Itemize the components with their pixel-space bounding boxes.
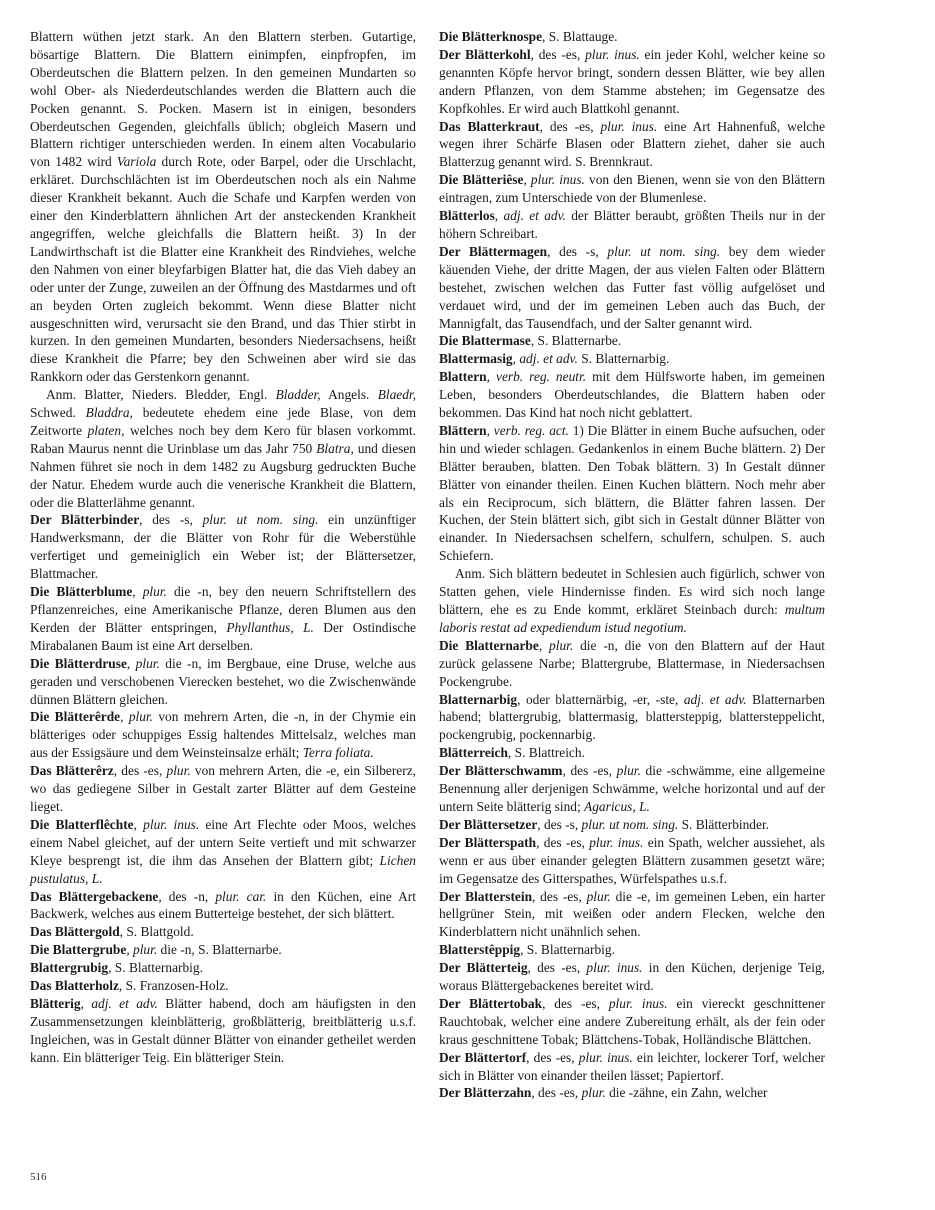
- entry-text: und diesen Nahmen führet sie noch in dem 1482 zu Augsburg gedruckten Buche der Natur. Ehedem wurde auch die venerische Krankheit die Blattern, oder die Blatterlähme genannt.: [30, 440, 416, 510]
- italic-term: plur. ut nom. sing.: [202, 512, 319, 528]
- headword: Das Blatterholz: [30, 978, 119, 994]
- dictionary-entry-blaetterknospe: [439, 28, 825, 46]
- headword: Blätterig: [30, 995, 81, 1011]
- italic-term: plur.: [581, 1085, 606, 1101]
- headword: Blattermasig: [439, 351, 513, 367]
- entry-text: bey dem wieder käuenden Viehe, der dritte Magen, der aus vielen Falten oder Blättern bestehet, zwischen welchen das Futter fast völlig aufgelöset und verdauet wird, und der im gemeinen Leben auch das Buch, der Mannigfalt, das Tausendfach, und der Salter genannt wird.: [439, 243, 825, 331]
- headword: Der Blätterkohl: [439, 46, 531, 62]
- entry-text: , des -es,: [539, 118, 601, 134]
- headword: Die Blattermase: [439, 333, 531, 349]
- italic-term: plur.: [586, 888, 611, 904]
- italic-term: plur. inus.: [143, 816, 200, 832]
- entry-text: in den Küchen, derjenige Teig, woraus Blättergebackenes bereitet wird.: [439, 960, 826, 994]
- dictionary-entry-blattern-cont: [30, 28, 416, 386]
- headword: Der Blätterzahn: [439, 1085, 532, 1101]
- entry-text: ,: [494, 208, 504, 224]
- dictionary-entry-blaetterig: [30, 995, 416, 1067]
- headword: Der Blätterspath: [439, 834, 537, 850]
- italic-term: verb. reg. neutr.: [496, 369, 587, 385]
- dictionary-entry-blaettergebackene: [30, 888, 416, 924]
- italic-term: plur. inus.: [530, 172, 585, 188]
- dictionary-entry-blatterholz: [30, 977, 416, 995]
- dictionary-entry-blaetterkohl: [439, 46, 825, 118]
- entry-text: ,: [80, 995, 92, 1011]
- headword: Der Blättertobak: [439, 995, 543, 1011]
- italic-term: plur. car.: [215, 888, 267, 904]
- entry-text: in den Küchen, eine Art Backwerk, welches aus einem Butterteige bestehet, der sich blättert.: [30, 888, 416, 922]
- italic-term: plur. inus.: [608, 995, 668, 1011]
- dictionary-entry-blaetterspath: [439, 834, 825, 888]
- entry-text: die -n, bey den neuern Schriftstellern des Pflanzenreiches, eine Amerikanische Pflanze, deren Blumen aus den Kerden der Blätter entspringen,: [30, 584, 416, 635]
- entry-text: ,: [486, 422, 494, 438]
- entry-text: die -n, im Bergbaue, eine Druse, welche aus geraden und verschobenen Vierecken bestehet, wo die Zwischenwände dünnen Blättern gleichen.: [30, 655, 416, 707]
- entry-text: , oder blatternärbig, -er, -ste,: [517, 691, 684, 707]
- left-column: [30, 28, 416, 1067]
- entry-text: die -e, im gemeinen Leben, ein harter hellgrüner Stein, mit weißen oder andern Flecken, welche den Kinderblattern nicht unähnlich sehen.: [439, 888, 825, 940]
- italic-term: plur. inus.: [589, 834, 644, 850]
- italic-term: plur. inus.: [585, 46, 640, 62]
- italic-term: plur.: [166, 763, 191, 779]
- dictionary-entry-blaettersetzer: [439, 816, 825, 834]
- headword: Blätterreich: [439, 745, 508, 761]
- dictionary-entry-blattergrubig: [30, 959, 416, 977]
- italic-term: plur. inus.: [586, 960, 643, 976]
- entry-text: ,: [486, 369, 496, 385]
- italic-term: plur. ut nom. sing.: [581, 816, 679, 832]
- dictionary-entry-blaettertobak: [439, 995, 825, 1049]
- entry-text: , S. Blatternarbe.: [530, 333, 622, 349]
- page-number: 516: [30, 1171, 47, 1183]
- entry-text: Blätter habend, doch am häufigsten in den Zusammensetzungen kleinblätterig, großblätterig, breitblätterig u.s.f. Ingleichen, was in Gestalt dünner Blätter von einander getheilet werden kann. Ein blätteriger Teig. Ein blätteriger Stein.: [30, 995, 416, 1065]
- headword: Der Blättersetzer: [439, 816, 538, 832]
- italic-term: Phyllanthus, L.: [226, 619, 314, 635]
- entry-text: , S. Blatternarbig.: [108, 960, 203, 976]
- entry-text: ,: [512, 351, 520, 367]
- headword: Die Blatterflêchte: [30, 816, 134, 832]
- headword: Der Blätterbinder: [30, 512, 140, 528]
- entry-text: , S. Blattgold.: [119, 924, 194, 940]
- headword: Die Blätterêrde: [30, 709, 121, 725]
- italic-term: adj. et adv.: [91, 995, 158, 1011]
- italic-term: adj. et adv.: [683, 691, 747, 707]
- entry-text: eine Art Hahnenfuß, welche wegen ihrer Schärfe Blasen oder Blattern ziehet, daher sie auch Blatterzug genannt wird. S. Brennkraut.: [439, 118, 826, 170]
- entry-text: , S. Blattauge.: [542, 29, 618, 44]
- headword: Die Blattergrube: [30, 942, 127, 958]
- italic-term: Lichen pustulatus, L.: [30, 852, 416, 886]
- entry-text: S. Blatternarbig.: [577, 351, 670, 367]
- italic-term: plur.: [135, 655, 160, 671]
- italic-term: plur.: [616, 763, 641, 779]
- entry-text: ,: [126, 942, 134, 958]
- entry-text: , des -es,: [527, 960, 587, 976]
- entry-text: Angels.: [320, 387, 378, 403]
- entry-text: , S. Franzosen-Holz.: [118, 978, 229, 994]
- headword: Die Blätterknospe: [439, 29, 543, 44]
- entry-text: die -n, die von den Blattern auf der Haut zurück gelassene Narbe; Blattergrube, Blattermase, in Niedersachsen Pockengrube.: [439, 637, 825, 689]
- headword: Blattergrubig: [30, 960, 109, 976]
- italic-term: Agaricus, L.: [584, 798, 650, 814]
- headword: Blatternarbig: [439, 691, 518, 707]
- dictionary-entry-blaettermagen: [439, 243, 825, 333]
- entry-text: ,: [126, 655, 136, 671]
- entry-text: von mehrern Arten, die -n, in der Chymie ein blätteriges oder schuppiges Essig haltendes Mittelsalz, welches man aus der Essigsäure und dem Weinsteinsalze erhält;: [30, 709, 416, 761]
- dictionary-entry-blaettern: [439, 422, 825, 565]
- entry-text: eine Art Flechte oder Moos, welches einem Nabel gleichet, auf der untern Seite vertieft und mit schwarzer Kleye besprengt ist, die ihm das Ansehen der Blattern gibt;: [30, 816, 416, 868]
- headword: Das Blätterêrz: [30, 763, 114, 779]
- dictionary-entry-blaetterzahn: [439, 1084, 825, 1102]
- entry-text: , des -es,: [532, 888, 587, 904]
- italic-term: multum laboris restat ad expediendum istud negotium.: [439, 602, 825, 635]
- entry-text: ein Spath, welcher aussiehet, als wenn er aus über einander gelegten Blättern zusammen gesetzt wäre; im Gegensatze des Gitterspathes, Würfelspathes u.s.f.: [439, 834, 826, 886]
- entry-text: ein leichter, lockerer Torf, welcher sich in Blätter von einander theilen lässet; Papiertorf.: [439, 1049, 825, 1083]
- headword: Der Blatterstein: [439, 888, 533, 904]
- entry-text: , des -s,: [537, 816, 582, 832]
- dictionary-entry-blaettergold: [30, 923, 416, 941]
- headword: Der Blättertorf: [439, 1049, 527, 1065]
- entry-text: , des -es,: [562, 763, 617, 779]
- entry-text: welches noch bey dem Kero für blasen vorkommt. Raban Maurus nennt die Urinblase um das Jahr 750: [30, 422, 416, 456]
- italic-term: Blatra,: [316, 440, 354, 456]
- entry-text: Blatternarben habend; blattergrubig, blattermasig, blattersteppig, blattersteppelicht, pockengrubig, pockennarbig.: [439, 691, 825, 743]
- entry-text: , des -es,: [542, 995, 609, 1011]
- headword: Die Blatternarbe: [439, 637, 539, 653]
- headword: Das Blättergebackene: [30, 888, 159, 904]
- italic-term: Bladder,: [275, 387, 321, 403]
- headword: Blättern: [439, 422, 487, 438]
- dictionary-entry-blaetterschwamm: [439, 762, 825, 816]
- right-column: [439, 28, 825, 1102]
- entry-text: , des -es,: [530, 46, 586, 62]
- entry-text: Anm. Sich blättern bedeutet in Schlesien auch figürlich, schwer von Statten gehen, viele Hindernisse finden. Es wird sich noch lange blättern, ehe es zu Ende kommt, erkläret Steinbach durch:: [439, 566, 825, 617]
- italic-term: plur.: [142, 584, 167, 600]
- entry-text: ,: [523, 172, 531, 188]
- italic-term: verb. reg. act.: [493, 422, 569, 438]
- entry-text: Schwed.: [30, 405, 86, 421]
- dictionary-entry-blattern: [439, 368, 825, 422]
- headword: Der Blätterteig: [439, 960, 528, 976]
- dictionary-entry-blattergrube: [30, 941, 416, 959]
- entry-text: von mehrern Arten, die -e, ein Silbererz, wo das gediegene Silber in Gestalt zarter Blätter auf dem Gesteine lieget.: [30, 763, 416, 814]
- italic-term: plur. inus.: [578, 1049, 633, 1065]
- entry-text: , des -es,: [536, 834, 590, 850]
- dictionary-entry-blattermasig: [439, 350, 825, 368]
- dictionary-entry-blaetterreich: [439, 744, 825, 762]
- headword: Blattern: [439, 369, 487, 385]
- dictionary-entry-blaetterblume: [30, 583, 416, 655]
- italic-term: plur.: [133, 942, 158, 958]
- entry-text: ein jeder Kohl, welcher keine so genannten Köpfe hervor bringt, sondern dessen Blätter, wie bey allen andern Pflanzen, von dem Stamme abstehen; im Gegensatze des Kopfkohles. Er wird auch Blattkohl genannt.: [439, 46, 826, 116]
- entry-text: , des -es,: [113, 763, 167, 779]
- headword: Die Blätterblume: [30, 584, 133, 600]
- dictionary-entry-blattermase: [439, 332, 825, 350]
- entry-text: , des -s,: [547, 243, 608, 259]
- dictionary-entry-blatterkraut: [439, 118, 825, 172]
- entry-text: bedeutete ehedem eine jede Blase, von dem Zeitworte: [30, 405, 417, 438]
- entry-text: Blattern wüthen jetzt stark. An den Blattern sterben. Gutartige, bösartige Blattern. Die Blattern einimpfen, einpfropfen, im Oberdeutschen die Blattern pelzen. In den gemeinen Mundarten so wohl Ober- als Niederdeutschlandes werden die Blattern auch die Pocken genannt. S. Pocken. Masern ist in einigen, besonders Oberdeutschen Gegenden, gleichfalls üblich; obgleich Masern und Blattern richtiger unterschieden werden. In einem alten Vocabulario von 1482 wird: [30, 29, 416, 170]
- headword: Das Blättergold: [30, 924, 120, 940]
- dictionary-entry-blatternarbe: [439, 637, 825, 691]
- entry-text: , S. Blattreich.: [507, 745, 585, 761]
- italic-term: platen,: [87, 422, 125, 438]
- italic-term: plur. inus.: [600, 118, 658, 134]
- dictionary-entry-blatterstein: [439, 888, 825, 942]
- italic-term: Terra foliata.: [302, 745, 374, 761]
- entry-text: die -zähne, ein Zahn, welcher: [605, 1085, 768, 1101]
- entry-text: , des -es,: [531, 1085, 582, 1101]
- headword: Der Blätterschwamm: [439, 763, 563, 779]
- entry-text: von den Bienen, wenn sie von den Blättern eintragen, zum Unterschiede von der Blumenlese.: [439, 172, 826, 206]
- italic-term: plur.: [549, 637, 574, 653]
- dictionary-entry-blaettertorf: [439, 1049, 825, 1085]
- dictionary-entry-anm-blaettern: [439, 565, 825, 637]
- dictionary-entry-blaetterde: [30, 708, 416, 762]
- entry-text: ,: [132, 584, 143, 600]
- entry-text: , des -s,: [139, 512, 203, 528]
- entry-text: die -n, S. Blatternarbe.: [157, 942, 282, 958]
- dictionary-entry-anm-blatter: [30, 386, 416, 511]
- italic-term: adj. et adv.: [519, 351, 578, 367]
- italic-term: adj. et adv.: [503, 208, 566, 224]
- italic-term: plur.: [128, 709, 153, 725]
- entry-text: der Blätter beraubt, größten Theils nur in der höhern Schreibart.: [439, 208, 825, 241]
- headword: Die Blätteriêse: [439, 172, 524, 188]
- dictionary-entry-blattersteppig: [439, 941, 825, 959]
- entry-text: ,: [538, 637, 550, 653]
- dictionary-entry-blaetterlos: [439, 207, 825, 243]
- dictionary-entry-blaetterdruse: [30, 655, 416, 709]
- headword: Der Blättermagen: [439, 243, 548, 259]
- entry-text: 1) Die Blätter in einem Buche aufsuchen, oder hin und wieder schlagen. Gedankenlos in einem Buche blättern. 2) Der Blätter berauben, blatten. Den Tobak blättern. 3) In Gestalt dünner Blätter von einander theilen. Einen Kuchen blättern. Noch mehr aber als ein Reciprocum, sich blättern, die Blätter fahren lassen. Der Kuchen, der Stein blättert sich, gibt sich in Gestalt dünner Blätter von einander. In Niedersachsen schelfern, schulfern, schulpen. S. auch Schiefern.: [439, 422, 825, 564]
- entry-text: , S. Blatternarbig.: [520, 942, 615, 958]
- dictionary-entry-blatternarbig: [439, 691, 825, 745]
- headword: Blätterlos: [439, 208, 495, 224]
- entry-text: Der Ostindische Mirabalanen Baum ist eine Art derselben.: [30, 619, 416, 653]
- dictionary-entry-blaetterlese: [439, 171, 825, 207]
- italic-term: Variola: [116, 154, 157, 170]
- dictionary-entry-blaetterbinder: [30, 511, 416, 583]
- entry-text: ein viereckt geschnittener Rauchtobak, welcher eine andere Zubereitung erhält, als der fein oder kraus geschnittene Tobak; Blättchens-Tobak, Holländische Blättchen.: [439, 995, 825, 1047]
- italic-term: Blaedr,: [377, 387, 416, 403]
- entry-text: ,: [120, 709, 129, 725]
- entry-text: S. Blätterbinder.: [678, 816, 770, 832]
- headword: Blatterstêppig: [439, 942, 521, 958]
- entry-text: ein unzünftiger Handwerksmann, der die Blätter von Rohr für die Weberstühle verfertiget und gemeiniglich ein Weber ist; der Blättersetzer, Blattmacher.: [30, 512, 416, 582]
- entry-text: ,: [133, 816, 144, 832]
- entry-text: die -schwämme, eine allgemeine Benennung aller derjenigen Schwämme, welche horizontal und auf der untern Seite blätterig sind;: [439, 763, 826, 814]
- entry-text: mit dem Hülfsworte haben, im gemeinen Leben, besonders Oberdeutschlandes, die Blattern haben oder bekommen. Das Kind hat noch nicht geblattert.: [439, 369, 825, 421]
- entry-text: durch Rote, oder Barpel, oder die Urschlacht, erkläret. Durchschlächten ist im Oberdeutschen noch als ein Nahme dieser Krankheit bekannt. Auch die Schafe und Karpfen werden von einer den Kinderblattern ähnlichen Art der ansteckenden Krankheit angegriffen, welche gleichfalls die Blattern heißt. 3) In der Landwirthschaft ist die Blatter eine Krankheit des Rindviehes, welche den Nahmen von einer bleyfarbigen Blatter hat, die das Vieh dabey an oder unter der Zunge, zuweilen an der Öffnung des Mastdarmes und oft an beyden Orten zugleich bekommt. Wenn diese Blatter nicht ausgeschnitten wird, verursacht sie den Brand, und das Thier stirbt in kurzen. In den gemeinen Mundarten, besonders Niedersachsens, heißt diese Krankheit die Pfarre; bey den Schweinen aber wird sie das Rankkorn oder das Gerstenkorn genannt.: [30, 154, 416, 385]
- italic-term: plur. ut nom. sing.: [607, 243, 721, 259]
- dictionary-entry-blaetterteig: [439, 959, 825, 995]
- entry-text: , des -n,: [158, 888, 216, 904]
- entry-text: Anm. Blatter, Nieders. Bledder, Engl.: [46, 387, 276, 403]
- dictionary-entry-blatterflechte: [30, 816, 416, 888]
- headword: Das Blatterkraut: [439, 118, 540, 134]
- headword: Die Blätterdruse: [30, 655, 127, 671]
- dictionary-entry-blaettererz: [30, 762, 416, 816]
- italic-term: Bladdra,: [85, 405, 133, 421]
- entry-text: , des -es,: [526, 1049, 579, 1065]
